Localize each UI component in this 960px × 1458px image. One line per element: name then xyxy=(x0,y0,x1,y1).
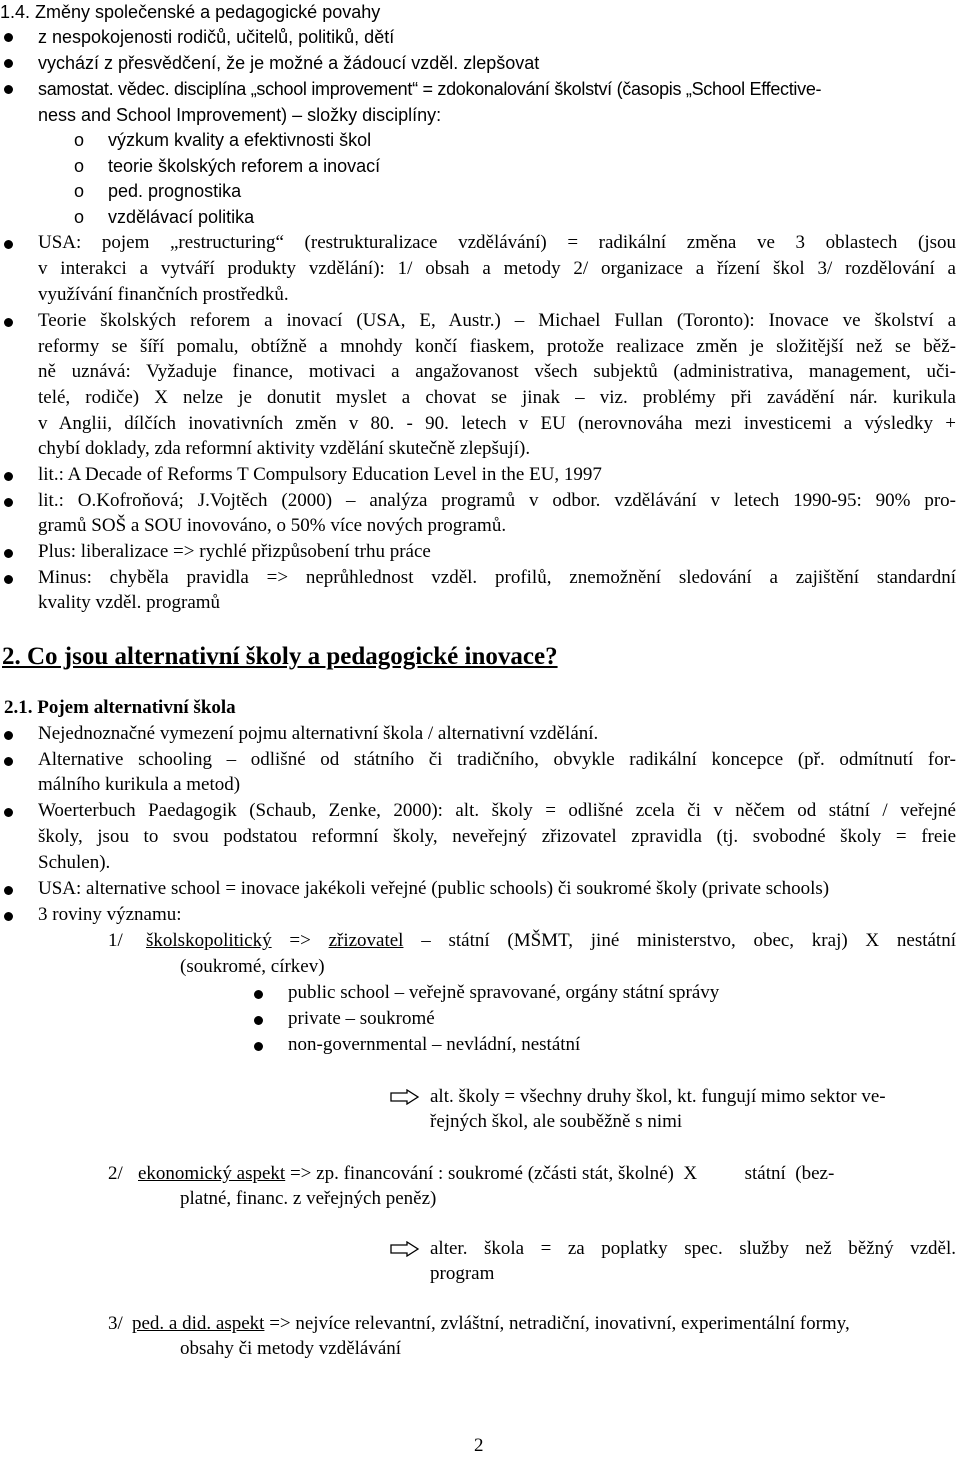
level-number: 1/ xyxy=(108,930,123,951)
level-1-line-2: (soukromé, církev) xyxy=(180,956,325,977)
level-2-term: ekonomický aspekt xyxy=(138,1163,286,1184)
bullet xyxy=(4,318,13,327)
list-item-line: samostat. vědec. disciplína „school improvement“ = zdokonalování školství (časopis „School Effective- xyxy=(38,79,822,99)
paragraph-line: ně uznává: Vyžaduje finance, motivaci a angažovanost všech subjektů (administrativa, management, uči- xyxy=(38,361,956,382)
sub-item: teorie školských reforem a inovací xyxy=(108,156,381,176)
bullet xyxy=(4,472,13,481)
sub-bullet-o: o xyxy=(74,181,85,201)
sub-item: ped. prognostika xyxy=(108,181,242,201)
bullet xyxy=(4,240,13,249)
sub-bullet-o: o xyxy=(74,130,85,150)
level-number: 3/ xyxy=(108,1313,123,1334)
arrow-note-line: řejných škol, ale souběžně s nimi xyxy=(430,1111,683,1132)
bullet xyxy=(4,575,13,584)
level-2-text: => zp. financování : soukromé (zčásti stát, školné) X státní (bez- xyxy=(285,1163,835,1184)
paragraph-line: Schulen). xyxy=(38,852,111,873)
sub-bullet-o: o xyxy=(74,207,85,227)
level-1-text: – státní (MŠMT, jiné ministerstvo, obec, kraj) X nestátní xyxy=(403,930,956,951)
section-heading-1-4: 1.4. Změny společenské a pedagogické povahy xyxy=(0,2,381,22)
arrow-note-line: program xyxy=(430,1263,495,1284)
paragraph-line: lit.: O.Kofroňová; J.Vojtěch (2000) – analýza programů v odbor. vzdělávání v letech 1990-95: 90% pro- xyxy=(38,490,956,511)
level-2-line xyxy=(138,1162,834,1186)
paragraph-line: Woerterbuch Paedagogik (Schaub, Zenke, 2000): alt. školy = odlišné zcela či v něčem od státní / veřejné xyxy=(38,800,956,821)
list-item: USA: alternative school = inovace jakékoli veřejné (public schools) či soukromé školy (private schools) xyxy=(38,878,830,899)
arrow-note-line: alter. škola = za poplatky spec. služby než běžný vzděl. xyxy=(430,1238,956,1259)
bullet xyxy=(4,59,13,68)
list-item: private – soukromé xyxy=(288,1008,435,1029)
list-item: lit.: A Decade of Reforms T Compulsory Education Level in the EU, 1997 xyxy=(38,464,602,485)
paragraph-line: reformy se šíří pomalu, obtížně a mnohdy končí fiaskem, protože realizace změn je složitější než se běž- xyxy=(38,336,956,357)
level-3-line xyxy=(132,1312,850,1336)
paragraph-line: chybí doklady, zda reformní aktivity vzdělání skutečně zlepšují). xyxy=(38,438,531,459)
paragraph-line: Teorie školských reforem a inovací (USA, E, Austr.) – Michael Fullan (Toronto): Inovace ve školství a xyxy=(38,310,956,331)
bullet xyxy=(4,731,13,740)
sub-item: vzdělávací politika xyxy=(108,207,255,227)
bullet xyxy=(4,886,13,895)
paragraph-line: USA: pojem „restructuring“ (restrukturalizace vzdělávání) = radikální změna ve 3 oblastech (jsou xyxy=(38,232,956,253)
level-3-text: => nejvíce relevantní, zvláštní, netradiční, inovativní, experimentální formy, xyxy=(264,1313,850,1334)
paragraph-line: telé, rodiče) X nelze je donutit myslet a chovat se jinak – viz. problémy při zavádění nár. kurikula xyxy=(38,387,956,408)
bullet xyxy=(254,1016,263,1025)
level-1-founder: zřizovatel xyxy=(328,930,404,951)
sub-bullet-o: o xyxy=(74,156,85,176)
paragraph-line: v Anglii, dílčích inovativních změn v 80. - 90. letech v EU (nerovnováha mezi investicemi a výsledky + xyxy=(38,413,956,434)
bullet xyxy=(4,808,13,817)
bullet xyxy=(254,990,263,999)
list-item: public school – veřejně spravované, orgány státní správy xyxy=(288,982,720,1003)
sub-item: výzkum kvality a efektivnosti škol xyxy=(108,130,372,150)
paragraph-line: gramů SOŠ a SOU inovováno, o 50% více nových programů. xyxy=(38,515,507,536)
bullet xyxy=(4,549,13,558)
level-2-line-2: platné, financ. z veřejných peněz) xyxy=(180,1188,437,1209)
list-item: z nespokojenosti rodičů, učitelů, politiků, dětí xyxy=(38,27,395,47)
bullet xyxy=(4,33,13,42)
bullet xyxy=(4,912,13,921)
list-item: vychází z přesvědčení, že je možné a žádoucí vzděl. zlepšovat xyxy=(38,53,540,73)
paragraph-line: Minus: chyběla pravidla => neprůhlednost vzděl. profilů, znemožnění sledování a zajištění standardní xyxy=(38,567,956,588)
level-number: 2/ xyxy=(108,1163,123,1184)
paragraph-line: využívání finančních prostředků. xyxy=(38,284,289,305)
arrow-note-line: alt. školy = všechny druhy škol, kt. fungují mimo sektor ve- xyxy=(430,1086,886,1107)
paragraph-line: kvality vzděl. programů xyxy=(38,592,221,613)
paragraph-line: málního kurikula a metod) xyxy=(38,774,241,795)
bullet xyxy=(4,498,13,507)
bullet xyxy=(4,85,13,94)
section-heading-2-1: 2.1. Pojem alternativní škola xyxy=(4,697,236,718)
section-heading-2: 2. Co jsou alternativní školy a pedagogické inovace? xyxy=(2,643,558,670)
paragraph-line: školy, jsou to svou podstatou reformní školy, neveřejný zřizovatel zpravidla (tj. svobodné školy = freie xyxy=(38,826,956,847)
list-item: Plus: liberalizace => rychlé přizpůsobení trhu práce xyxy=(38,541,431,562)
page-number: 2 xyxy=(474,1435,484,1456)
level-1-term: školskopolitický xyxy=(146,930,272,951)
list-item-line: ness and School Improvement) – složky disciplíny: xyxy=(38,105,442,125)
paragraph-line: Alternative schooling – odlišné od státního či tradičního, obvykle radikální koncepce (př. odmítnutí for- xyxy=(38,749,956,770)
bullet xyxy=(4,757,13,766)
right-arrow-icon xyxy=(390,1241,420,1257)
level-1-arrow-text: => xyxy=(271,930,329,951)
list-item: non-governmental – nevládní, nestátní xyxy=(288,1034,581,1055)
right-arrow-icon xyxy=(390,1089,420,1105)
level-3-term: ped. a did. aspekt xyxy=(132,1313,265,1334)
bullet xyxy=(254,1042,263,1051)
level-1-line xyxy=(146,929,956,953)
list-item: Nejednoznačné vymezení pojmu alternativní škola / alternativní vzdělání. xyxy=(38,723,599,744)
list-item: 3 roviny významu: xyxy=(38,904,182,925)
level-3-line-2: obsahy či metody vzdělávání xyxy=(180,1338,402,1359)
paragraph-line: v interakci a vytváří produkty vzdělání): 1/ obsah a metody 2/ organizace a řízení škol 3/ rozdělování a xyxy=(38,258,956,279)
